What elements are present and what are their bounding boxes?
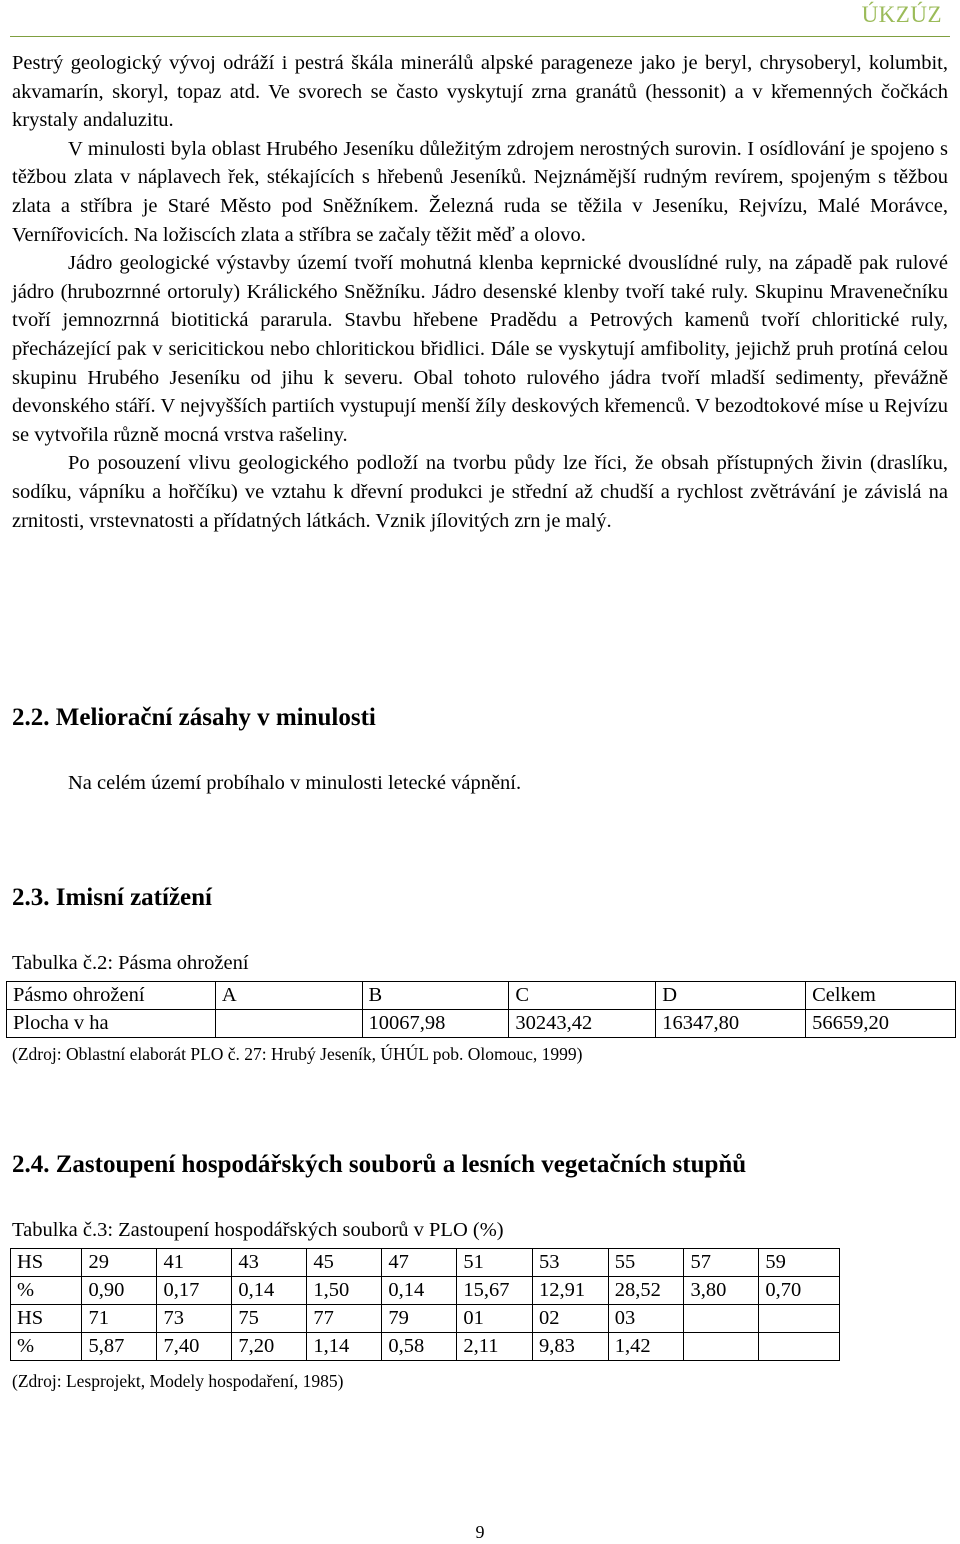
table-row (11, 1333, 840, 1361)
table-cell: 0,90 (82, 1277, 157, 1305)
table-cell: 0,14 (382, 1277, 457, 1305)
table-cell: 43 (232, 1249, 307, 1277)
table-cell: 9,83 (533, 1333, 609, 1361)
table-cell (759, 1305, 840, 1333)
section-heading: 2.4. Zastoupení hospodářských souborů a lesních vegetačních stupňů (12, 1151, 747, 1178)
table-cell: 7,20 (232, 1333, 307, 1361)
table-cell (684, 1305, 759, 1333)
table-cell: 59 (759, 1249, 840, 1277)
table-cell: HS (11, 1249, 82, 1277)
section-heading: 2.2. Meliorační zásahy v minulosti (12, 704, 376, 731)
table-cell: 5,87 (82, 1333, 157, 1361)
table-cell: 51 (457, 1249, 533, 1277)
table-cell: 29 (82, 1249, 157, 1277)
table-row (11, 1277, 840, 1305)
table-cell: 56659,20 (806, 1010, 956, 1038)
table-cell: 1,42 (608, 1333, 684, 1361)
table-source: (Zdroj: Lesprojekt, Modely hospodaření, 1985) (12, 1371, 344, 1391)
table-caption: Tabulka č.2: Pásma ohrožení (12, 952, 249, 974)
table-cell: 75 (232, 1305, 307, 1333)
table-cell: 03 (608, 1305, 684, 1333)
page-number: 9 (475, 1522, 485, 1542)
table-cell: HS (11, 1305, 82, 1333)
table-cell: % (11, 1277, 82, 1305)
table-cell: 41 (157, 1249, 232, 1277)
table-cell (684, 1333, 759, 1361)
table-cell: 28,52 (608, 1277, 684, 1305)
table-cell: 2,11 (457, 1333, 533, 1361)
table-cell: 73 (157, 1305, 232, 1333)
header-rule (10, 36, 950, 37)
table-cell: 79 (382, 1305, 457, 1333)
paragraph: Po posouzení vlivu geologického podloží na tvorbu půdy lze říci, že obsah přístupných živin (draslíku, sodíku, vápníku a hořčíku) ve vztahu k dřevní produkci je střední až chudší a rychlost zvětrávání je závislá na zrnitosti, vrstevnatosti a přídatných látkách. Vznik jílovitých zrn je malý. (12, 452, 948, 532)
table-cell: 30243,42 (509, 1010, 656, 1038)
table-cell: Pásmo ohrožení (7, 982, 216, 1010)
table-cell: 47 (382, 1249, 457, 1277)
paragraph: Pestrý geologický vývoj odráží i pestrá škála minerálů alpské parageneze jako je beryl, chrysoberyl, kolumbit, akvamarín, skoryl, topaz atd. Ve svorech se často vyskytují zrna granátů (hessonit) a v křemenných čočkách krystaly andaluzitu. (12, 52, 948, 132)
table-cell: 0,17 (157, 1277, 232, 1305)
table-cell: 15,67 (457, 1277, 533, 1305)
table-cell: 01 (457, 1305, 533, 1333)
paragraph: Jádro geologické výstavby území tvoří mohutná klenba keprnické dvouslídné ruly, na západě pak rulové jádro (hrubozrnné ortoruly) Králického Sněžníku. Jádro desenské klenby tvoří také ruly. Skupinu Mravenečníku tvoří jemnozrnná biotitická pararula. Stavbu hřebene Pradědu a Petrových kamenů tvoří chloritické ruly, přecházející pak v sericitickou nebo chloritickou břidlici. Dále se vyskytují amfibolity, jejichž pruh protíná celou skupinu Hrubého Jeseníku od jihu k severu. Obal tohoto rulového jádra tvoří mladší sedimenty, převážně devonského stáří. V nejvyšších partiích vystupují menší žíly deskových křemenců. V bezodtokové míse u Rejvízu se vytvořila různě mocná vrstva rašeliny. (12, 252, 948, 446)
table-cell: 02 (533, 1305, 609, 1333)
table-row (11, 1305, 840, 1333)
table-cell: Celkem (806, 982, 956, 1010)
table-cell: 1,14 (307, 1333, 382, 1361)
table-row (7, 1010, 956, 1038)
table-cell: C (509, 982, 656, 1010)
table-cell: 77 (307, 1305, 382, 1333)
table-cell: 0,58 (382, 1333, 457, 1361)
table-cell: 12,91 (533, 1277, 609, 1305)
body-text (12, 49, 948, 535)
forest-complex-table (10, 1248, 840, 1361)
table-cell: 16347,80 (656, 1010, 806, 1038)
table-cell: 7,40 (157, 1333, 232, 1361)
paragraph: V minulosti byla oblast Hrubého Jeseníku důležitým zdrojem nerostných surovin. I osídlování je spojeno s těžbou zlata v náplavech řek, stékajících s hřebenů Jeseníků. Nejznámější rudným revírem, spojeným s těžbou zlata a stříbra je Staré Město pod Sněžníkem. Železná ruda se těžila v Jeseníku, Rejvízu, Malé Morávce, Vernířovicích. Na ložiscích zlata a stříbra se začaly těžit měď a olovo. (12, 137, 948, 246)
hazard-zone-table (6, 981, 956, 1038)
section-heading: 2.3. Imisní zatížení (12, 884, 212, 911)
table-cell: 0,70 (759, 1277, 840, 1305)
table-cell: A (215, 982, 362, 1010)
table-row (11, 1249, 840, 1277)
table-cell: 0,14 (232, 1277, 307, 1305)
table-cell: 3,80 (684, 1277, 759, 1305)
table-cell: 45 (307, 1249, 382, 1277)
table-cell (215, 1010, 362, 1038)
table-row (7, 982, 956, 1010)
table-cell: 53 (533, 1249, 609, 1277)
section-text: Na celém území probíhalo v minulosti letecké vápnění. (68, 772, 522, 794)
header-mark: ÚKZÚZ (861, 2, 942, 27)
table-cell: B (362, 982, 509, 1010)
table-cell: 71 (82, 1305, 157, 1333)
table-source: (Zdroj: Oblastní elaborát PLO č. 27: Hrubý Jeseník, ÚHÚL pob. Olomouc, 1999) (12, 1044, 583, 1064)
table-cell: 55 (608, 1249, 684, 1277)
table-cell: 57 (684, 1249, 759, 1277)
table-cell: Plocha v ha (7, 1010, 216, 1038)
table-cell (759, 1333, 840, 1361)
table-cell: 1,50 (307, 1277, 382, 1305)
table-caption: Tabulka č.3: Zastoupení hospodářských souborů v PLO (%) (12, 1219, 504, 1241)
table-cell: D (656, 982, 806, 1010)
table-cell: % (11, 1333, 82, 1361)
table-cell: 10067,98 (362, 1010, 509, 1038)
